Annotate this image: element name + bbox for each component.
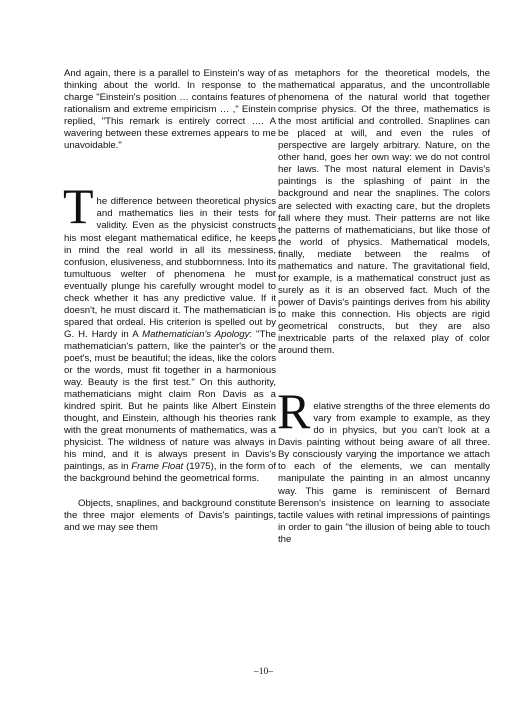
paragraph-relative-strengths (277, 383, 490, 546)
paragraph-three-elements: Objects, snaplines, and background constitute the three major elements of Davis's paintings, and we may see them (64, 497, 276, 533)
paragraph-text: he difference between theoretical physics and mathematics lies in their tests for validity. Even as the physicist constructs his most elegant mathematical edifice, he keeps in mind the real world in all its messiness, confusion, elusiveness, and stubbornness. Into its tumultuous welter of phenomena he must eventually plunge his carefully wrought model to check whether it has any predictive value. If it doesn't, he must discard it. The mathematician is spared that ordeal. His criterion is spelled out by G. H. Hardy in A (64, 196, 276, 340)
book-title: Mathematician's Apology (142, 328, 250, 340)
page-number: –10– (253, 666, 274, 677)
paragraph-text: (1975), in the form of the background behind the geometrical forms. (64, 461, 276, 485)
left-column (64, 68, 276, 534)
right-column (278, 68, 490, 546)
paragraph-metaphors: as metaphors for the theoretical models, the mathematical apparatus, and the uncontrollable phenomena of the natural world that together comprise physics. Of the three, mathematics is the most artificial and controlled. Snaplines can be placed at will, and even the rules of perspective are largely arbitrary. Nature, on the other hand, goes her own way: we do not control her laws. The most natural element in Davis's paintings is the splashing of paint in the background and near the snaplines. The colors are selected with exacting care, but the droplets fall where they must. Their patterns are not like the patterns of mathematicians, but like those of the world of physics. Mathematical models, finally, mediate between the realms of mathematics and nature. The gravitational field, for example, is a mathematical construct just as surely as it is an observed fact. Much of the power of Davis's paintings derives from his ability to make this connection. His objects are rigid geometrical constructs, but they are also inextricable parts of the relaxed play of color around them. (278, 68, 490, 357)
paragraph-einstein-parallel: And again, there is a parallel to Einstein's way of thinking about the world. In response to the charge "Einstein's position … contains features of rationalism and extreme empiricism … ," Einstein replied, "This remark is entirely correct …. A wavering between these extremes appears to me unavoidable." (64, 68, 276, 152)
paragraph-text: elative strengths of the three elements do vary from example to example, as they do in physics, but you can't look at a Davis painting without being aware of all three. By consciously varying the importance we attach to each of the elements, we can mentally manipulate the painting in an almost uncanny way. This game is reminiscent of Bernard Berenson's insistence on learning to associate tactile values with retinal impressions of paintings in order to gain "the illusion of being able to touch the (278, 401, 490, 545)
painting-title: Frame Float (131, 461, 184, 473)
paragraph-text: : "The mathematician's pattern, like the painter's or the poet's, must be beautiful; the ideas, like the colors or the words, must fit together in a harmonious way. Beauty is the first test." On this authority, mathematicians might claim Ron Davis as a kindred spirit. But he paints like Albert Einstein thought, and Einstein, although his theories rank with the great monuments of mathematics, was a physicist. The wildness of nature was always in his mind, and it is always present in Davis's paintings, as in (64, 328, 276, 473)
drop-cap-t: T (63, 178, 94, 235)
drop-cap-r: R (277, 383, 311, 440)
paragraph-physics-vs-mathematics (63, 178, 276, 485)
